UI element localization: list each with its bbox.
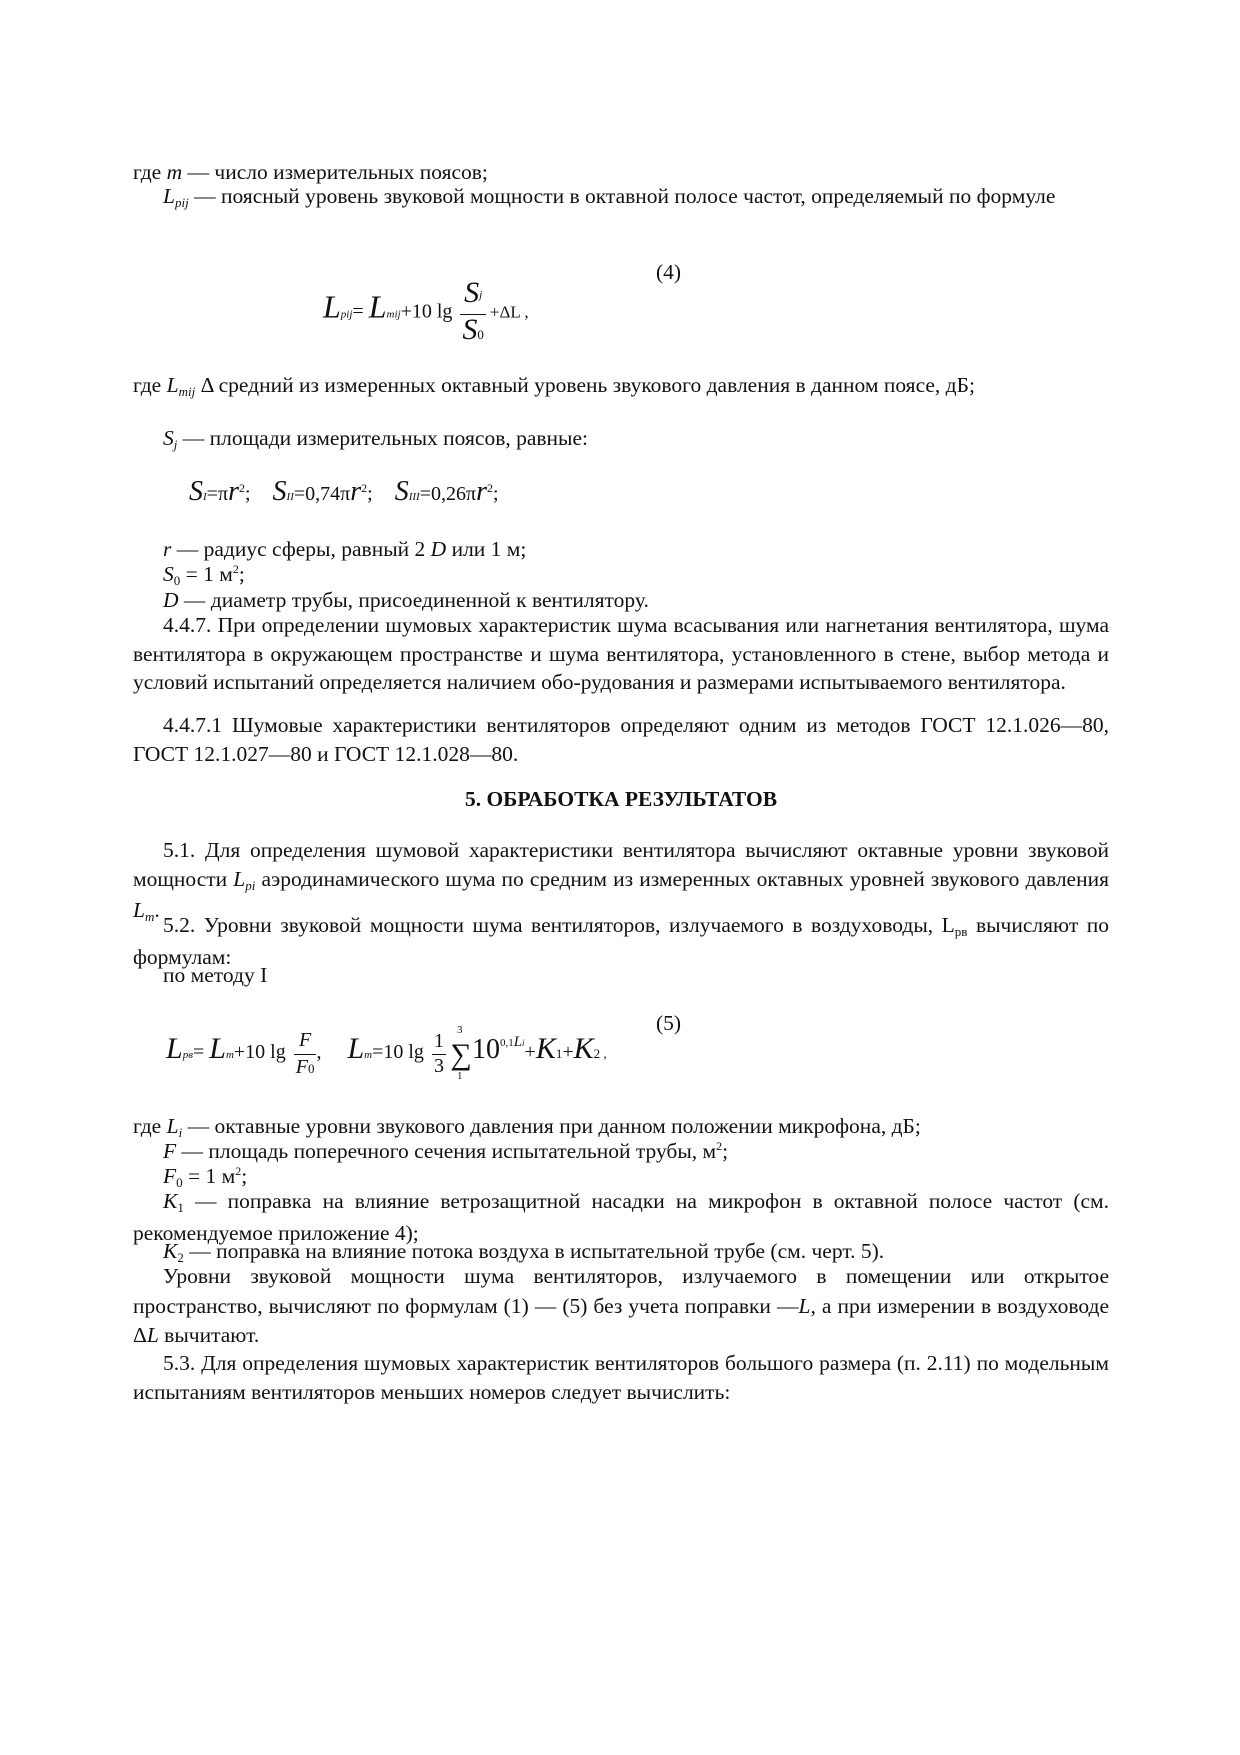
superscript-2: 2 <box>235 1164 242 1178</box>
equation-number-5: (5) <box>656 1011 682 1035</box>
equation-4 <box>323 278 529 350</box>
eq-superscript: 2 <box>238 481 245 495</box>
text: — число измерительных поясов; <box>182 160 488 184</box>
eq-subscript: j <box>479 289 483 301</box>
eq-operator: + <box>562 1041 574 1064</box>
equation-number-4: (4) <box>656 260 682 284</box>
eq-operator: +10 lg <box>400 300 453 323</box>
text: . <box>154 898 160 922</box>
subscript-2: 2 <box>177 1250 184 1265</box>
eq-subscript: mij <box>386 308 401 321</box>
subscript-pi: pi <box>245 877 256 893</box>
symbol-L: L <box>166 373 179 397</box>
eq-operator: ; <box>493 483 499 505</box>
symbol-F: F <box>163 1164 177 1188</box>
page-content <box>133 0 1109 1755</box>
eq-symbol: F <box>298 1029 312 1051</box>
text: 5.1. Для определения шумовой характеристики вентилятора вычисляют октавные уровни звуковой мощности <box>133 838 1109 891</box>
eq-symbol: S <box>462 313 478 346</box>
eq-fraction <box>432 1030 446 1079</box>
eq-symbol: L <box>166 1032 183 1066</box>
eq-subscript: 0 <box>307 1061 315 1076</box>
symbol-r: r <box>163 537 172 561</box>
eq-operator: =0,74π <box>293 483 351 505</box>
text: — поясный уровень звуковой мощности в октавной полосе частот, определяемый по формуле <box>188 184 1056 208</box>
sigma-symbol: ∑ <box>450 1037 472 1071</box>
text: или 1 м; <box>446 537 527 561</box>
eq-operator: , <box>600 1046 607 1062</box>
eq-symbol: L <box>513 1034 523 1051</box>
subscript-i: i <box>178 1125 183 1140</box>
eq-subscript: i <box>522 1038 525 1049</box>
paragraph-5-3: 5.3. Для определения шумовых характеристик вентиляторов большого размера (п. 2.11) по модельным испытаниям вентиляторов меньших номеров следует вычислить: <box>133 1351 1109 1404</box>
eq-symbol: r <box>350 476 362 507</box>
eq-operator: +ΔL , <box>489 302 529 322</box>
symbol-K: K <box>163 1189 178 1213</box>
eq-exponent: 0,1 <box>499 1037 514 1050</box>
text: ; <box>722 1139 729 1163</box>
superscript-2: 2 <box>232 562 239 576</box>
eq-operator: = <box>192 1041 210 1064</box>
paragraph-sound-power-open-space <box>133 1262 1109 1351</box>
text: вычитают. <box>158 1323 260 1347</box>
text: , а при измерении в воздуховоде Δ <box>133 1293 1109 1347</box>
subscript-0: 0 <box>173 573 181 588</box>
eq-fraction <box>294 1028 317 1081</box>
eq-number: 1 <box>433 1030 444 1052</box>
eq-subscript: m <box>225 1049 234 1062</box>
symbol-F: F <box>163 1139 177 1163</box>
subscript-j: j <box>173 437 178 452</box>
text: Уровни звуковой мощности шума вентиляторов, излучаемого в помещении или открытое пространство, вычисляют по формулам (1) — (5) без учета поправки — <box>133 1264 1109 1318</box>
eq-operator: +10 lg <box>233 1041 286 1064</box>
eq-symbol: r <box>476 476 488 507</box>
symbol-L: L <box>233 866 246 891</box>
superscript-2: 2 <box>716 1139 723 1153</box>
eq-operator: =0,26π <box>419 483 477 505</box>
eq-sum-upper: 3 <box>456 1023 463 1036</box>
symbol-L: L <box>798 1293 811 1318</box>
text: — радиус сферы, равный 2 <box>171 537 431 561</box>
text: — поправка на влияние потока воздуха в испытательной трубе (см. черт. 5). <box>183 1239 885 1263</box>
subscript-m: m <box>144 909 155 924</box>
subscript-0: 0 <box>176 1175 183 1190</box>
eq-subscript: III <box>408 491 420 503</box>
eq-symbol: L <box>347 1032 365 1066</box>
text: ; <box>241 1164 248 1188</box>
section-heading: 5. ОБРАБОТКА РЕЗУЛЬТАТОВ <box>464 787 778 811</box>
eq-operator: ; <box>367 483 373 505</box>
symbol-D: D <box>163 588 179 612</box>
eq-operator: + <box>524 1041 536 1064</box>
subscript-mij: mij <box>178 384 196 399</box>
eq-symbol: r <box>228 476 239 507</box>
eq-operator: = <box>352 300 369 323</box>
text: — диаметр трубы, присоединенной к вентилятору. <box>178 588 649 612</box>
text: где <box>133 373 167 397</box>
eq-symbol: K <box>535 1032 556 1066</box>
symbol-K: K <box>163 1239 178 1263</box>
symbol-L: L <box>163 184 175 208</box>
paragraph-4-4-7-1: 4.4.7.1 Шумовые характеристики вентиляторов определяют одним из методов ГОСТ 12.1.026—80, ГОСТ 12.1.027—80 и ГОСТ 12.1.028—80. <box>133 713 1109 766</box>
symbol-L: L <box>166 1114 179 1138</box>
text: где <box>133 1114 167 1138</box>
paragraph-lmij-definition <box>133 371 1109 403</box>
text: аэродинамического шума по средним из измеренных октавных уровней звукового давления <box>255 866 1109 891</box>
text: = 1 м <box>182 1164 236 1188</box>
eq-subscript: pij <box>340 308 353 321</box>
eq-symbol: S <box>464 276 480 309</box>
eq-subscript: m <box>364 1049 373 1062</box>
text: где <box>133 160 167 184</box>
eq-subscript: 0 <box>477 327 484 342</box>
eq-subscript: II <box>286 491 294 503</box>
symbol-S: S <box>163 562 174 586</box>
eq-number: 10 <box>471 1034 500 1066</box>
text: 5.2. Уровни звуковой мощности шума вентиляторов, излучаемого в воздуховоды, L <box>163 913 955 937</box>
text: — октавные уровни звукового давления при данном положении микрофона, дБ; <box>182 1114 921 1138</box>
eq-operator: =π <box>206 483 229 505</box>
symbol-m: m <box>166 160 183 184</box>
eq-symbol: F <box>295 1056 308 1078</box>
subscript-pij: pij <box>174 195 189 210</box>
eq-symbol: K <box>573 1032 594 1066</box>
eq-subscript: 1 <box>555 1046 563 1062</box>
text: — площади измерительных поясов, равные: <box>177 426 589 450</box>
paragraph-method-1: по методу I <box>163 963 268 987</box>
text: — площадь поперечного сечения испытательной трубы, м <box>176 1139 717 1163</box>
eq-subscript: 2 <box>593 1046 601 1062</box>
paragraph-sj-definition <box>133 424 1109 456</box>
paragraph-lpij-definition <box>133 182 1109 214</box>
eq-operator: , <box>316 1041 322 1064</box>
eq-superscript: 2 <box>487 481 494 495</box>
text: = 1 м <box>180 562 233 586</box>
text: — поправка на влияние ветрозащитной насадки на микрофон в октавной полосе частот (см. рекомендуемое приложение 4); <box>133 1189 1109 1245</box>
eq-symbol: S <box>189 476 203 507</box>
text: вычисляют по формулам: <box>133 913 1109 969</box>
text: Δ средний из измеренных октавный уровень звукового давления в данном поясе, дБ; <box>195 373 975 397</box>
symbol-L: L <box>146 1323 159 1347</box>
eq-subscript: рв <box>182 1049 193 1062</box>
symbol-S: S <box>163 426 174 450</box>
text: ; <box>238 562 245 586</box>
symbol-D: D <box>430 537 447 561</box>
eq-superscript: 2 <box>361 481 368 495</box>
eq-symbol: S <box>272 476 287 507</box>
eq-operator: ; <box>244 483 251 505</box>
eq-symbol: L <box>209 1032 226 1066</box>
subscript-1: 1 <box>177 1200 184 1215</box>
paragraph-4-4-7: 4.4.7. При определении шумовых характеристик шума всасывания или нагнетания вентилятора, шума вентилятора в окружающем пространстве и шума вентилятора, установленного в стене, выбор метода и условий испытаний определяется наличием обо-рудования и размерами испытываемого вентилятора. <box>133 613 1109 694</box>
eq-symbol: L <box>323 288 341 325</box>
eq-subscript: I <box>203 491 207 503</box>
eq-symbol: S <box>394 476 409 507</box>
eq-summation <box>450 1023 472 1082</box>
eq-fraction <box>460 278 486 350</box>
symbol-L: L <box>133 898 145 922</box>
eq-operator: =10 lg <box>372 1041 424 1064</box>
eq-symbol: L <box>368 288 387 325</box>
equation-5 <box>166 1023 607 1082</box>
equation-areas <box>189 476 499 508</box>
eq-sum-lower: 1 <box>456 1069 463 1082</box>
subscript-pv: рв <box>954 924 968 939</box>
eq-number: 3 <box>433 1055 444 1077</box>
